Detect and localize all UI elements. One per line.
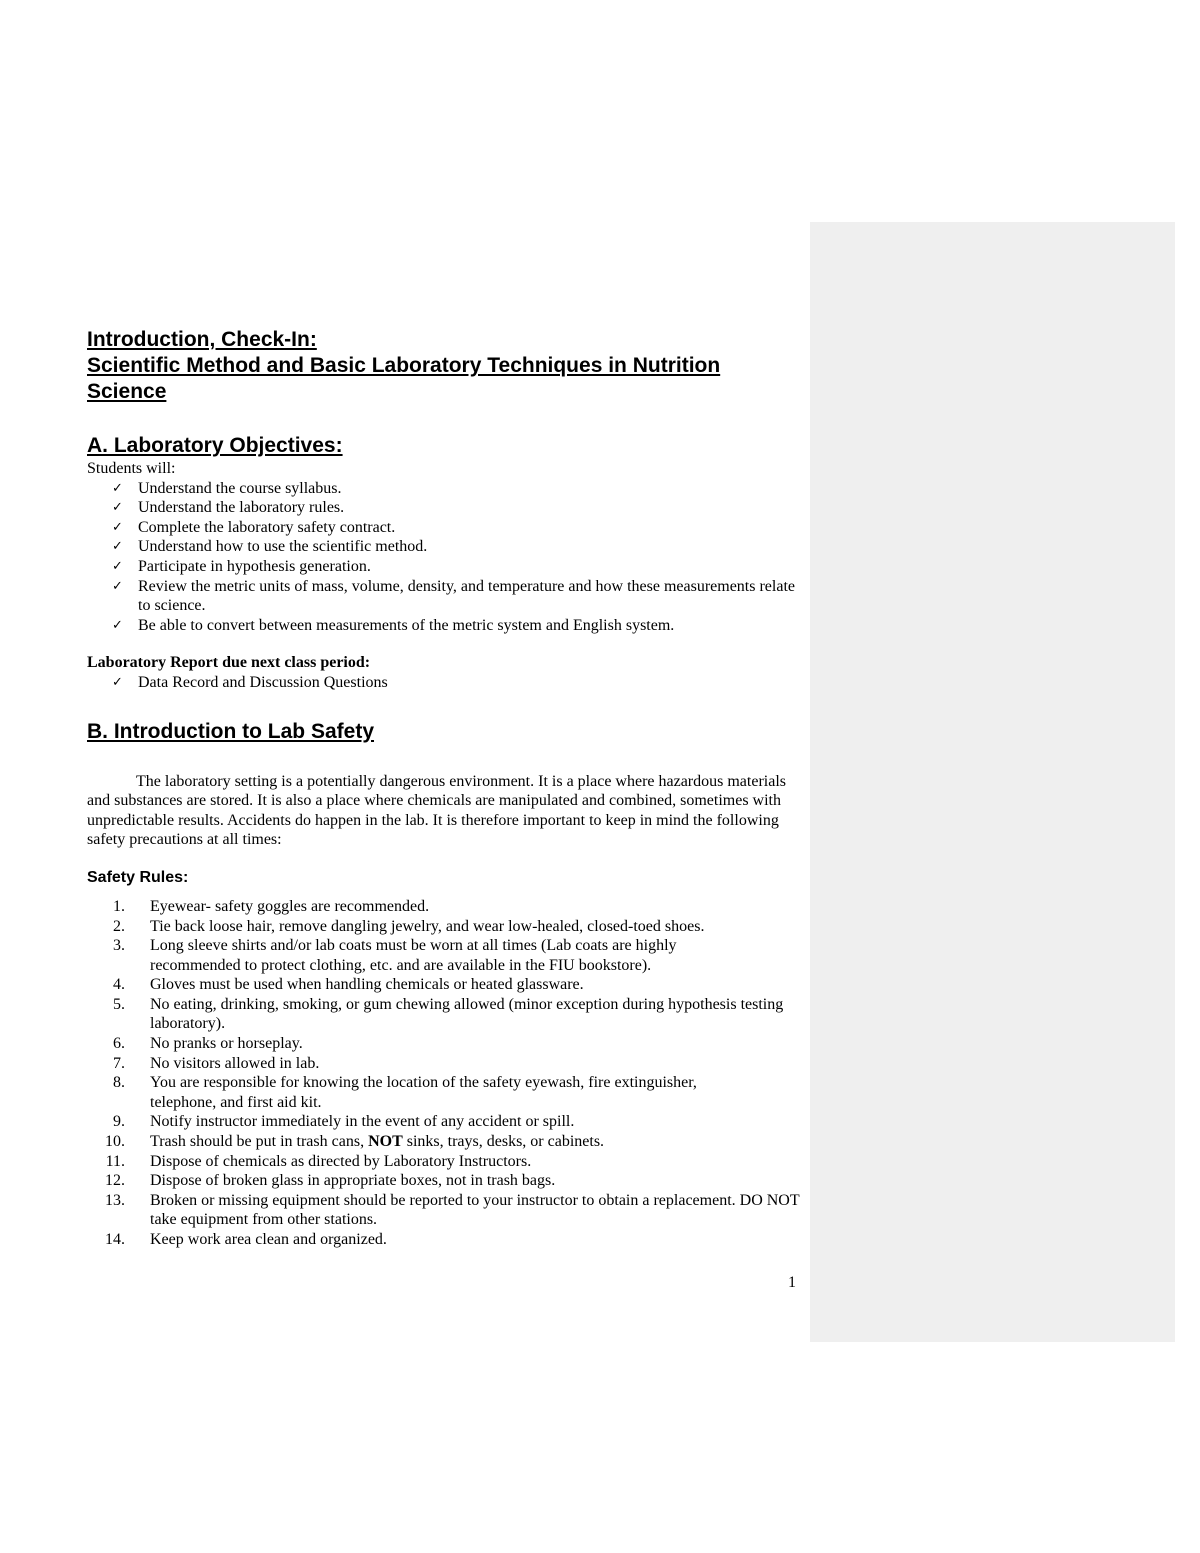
objective-text: Understand how to use the scientific method.: [138, 538, 428, 556]
list-item: [87, 1191, 807, 1230]
rule-text: Eyewear- safety goggles are recommended.: [150, 897, 430, 915]
rule-number: 11.: [105, 1152, 125, 1170]
objective-text: Be able to convert between measurements of the metric system and English system.: [138, 616, 675, 634]
students-will-label: Students will:: [87, 460, 176, 477]
rule-number: 13.: [105, 1191, 125, 1209]
list-item: [87, 897, 807, 917]
rule-text-emphasis: NOT: [368, 1133, 403, 1151]
safety-rules-list: [87, 897, 807, 1250]
rule-number: 4.: [113, 976, 125, 994]
list-item: [87, 975, 807, 995]
rule-text: Gloves must be used when handling chemicals or heated glassware.: [150, 976, 584, 994]
document-page: [87, 327, 807, 1250]
list-item: [87, 537, 807, 557]
list-item: [87, 518, 807, 538]
rule-text: Notify instructor immediately in the event of any accident or spill.: [150, 1113, 575, 1131]
list-item: [87, 1230, 807, 1250]
checkmark-icon: ✓: [112, 617, 123, 633]
list-item: [87, 673, 807, 693]
list-item: [87, 936, 807, 975]
rule-text: No visitors allowed in lab.: [150, 1054, 320, 1072]
checkmark-icon: ✓: [112, 500, 123, 516]
safety-rules-heading: Safety Rules:: [87, 868, 189, 886]
rule-text: Dispose of broken glass in appropriate boxes, not in trash bags.: [150, 1172, 556, 1190]
rule-number: 7.: [113, 1054, 125, 1072]
objective-text: Review the metric units of mass, volume, density, and temperature and how these measurements relate to science.: [138, 577, 795, 615]
rule-text-post: sinks, trays, desks, or cabinets.: [402, 1133, 605, 1151]
objective-text: Complete the laboratory safety contract.: [138, 518, 396, 536]
list-item: [87, 917, 807, 937]
title-line-1: Introduction, Check-In:: [87, 328, 317, 351]
list-item: [87, 1152, 807, 1172]
rule-number: 9.: [113, 1113, 125, 1131]
list-item: [87, 616, 807, 636]
rule-text: Broken or missing equipment should be reported to your instructor to obtain a replacement. DO NOT take equipment from other stations.: [150, 1191, 800, 1229]
list-item: [87, 1054, 807, 1074]
rule-text: Keep work area clean and organized.: [150, 1231, 387, 1248]
rule-number: 6.: [113, 1035, 125, 1053]
rule-text: You are responsible for knowing the location of the safety eyewash, fire extinguisher, telephone, and first aid kit.: [150, 1074, 697, 1111]
section-b-heading: B. Introduction to Lab Safety: [87, 719, 374, 743]
list-item: [87, 1073, 807, 1112]
title-line-2: Scientific Method and Basic Laboratory Techniques in Nutrition Science: [87, 354, 721, 403]
objective-text: Participate in hypothesis generation.: [138, 557, 371, 575]
list-item: [87, 557, 807, 577]
rule-number: 2.: [113, 917, 125, 935]
objectives-list: [87, 479, 807, 636]
rule-number: 3.: [113, 937, 125, 955]
rule-text-pre: Trash should be put in trash cans,: [150, 1133, 369, 1151]
rule-text: Dispose of chemicals as directed by Laboratory Instructors.: [150, 1152, 532, 1170]
rule-text: Long sleeve shirts and/or lab coats must be worn at all times (Lab coats are highly recommended to protect clothing, etc. and are available in the FIU bookstore).: [150, 937, 677, 974]
rule-text: Tie back loose hair, remove dangling jewelry, and wear low-healed, closed-toed shoes.: [150, 917, 705, 935]
list-item: [87, 479, 807, 499]
rule-number: 14.: [105, 1231, 125, 1248]
list-item: [87, 498, 807, 518]
rule-number: 5.: [113, 995, 125, 1013]
comment-pane: [810, 222, 1175, 1342]
checkmark-icon: ✓: [112, 558, 123, 574]
report-items-list: [87, 673, 807, 693]
checkmark-icon: ✓: [112, 519, 123, 535]
list-item: [87, 577, 807, 616]
rule-number: 8.: [113, 1074, 125, 1092]
rule-text: No eating, drinking, smoking, or gum chewing allowed (minor exception during hypothesis testing laboratory).: [150, 995, 784, 1033]
checkmark-icon: ✓: [112, 539, 123, 555]
list-item: [87, 995, 807, 1034]
rule-number: 1.: [113, 897, 125, 915]
page-number: 1: [788, 1274, 796, 1291]
objective-text: Understand the course syllabus.: [138, 479, 342, 497]
rule-number: 12.: [105, 1172, 125, 1190]
objective-text: Understand the laboratory rules.: [138, 499, 345, 517]
checkmark-icon: ✓: [112, 480, 123, 496]
section-a-heading: A. Laboratory Objectives:: [87, 434, 343, 457]
report-item-text: Data Record and Discussion Questions: [138, 673, 388, 691]
rule-number: 10.: [105, 1133, 125, 1151]
document-title: [87, 327, 807, 405]
lab-safety-paragraph: The laboratory setting is a potentially dangerous environment. It is a place where hazardous materials and substances are stored. It is also a place where chemicals are manipulated and combined, sometimes with unpredictable results. Accidents do happen in the lab. It is therefore important to keep in mind the following safety precautions at all times:: [87, 772, 786, 849]
list-item: [87, 1132, 807, 1152]
list-item: [87, 1112, 807, 1132]
report-due-label: Laboratory Report due next class period:: [87, 654, 371, 672]
list-item: [87, 1171, 807, 1191]
list-item: [87, 1034, 807, 1054]
checkmark-icon: ✓: [112, 578, 123, 594]
checkmark-icon: ✓: [112, 674, 123, 690]
rule-text: No pranks or horseplay.: [150, 1035, 303, 1053]
